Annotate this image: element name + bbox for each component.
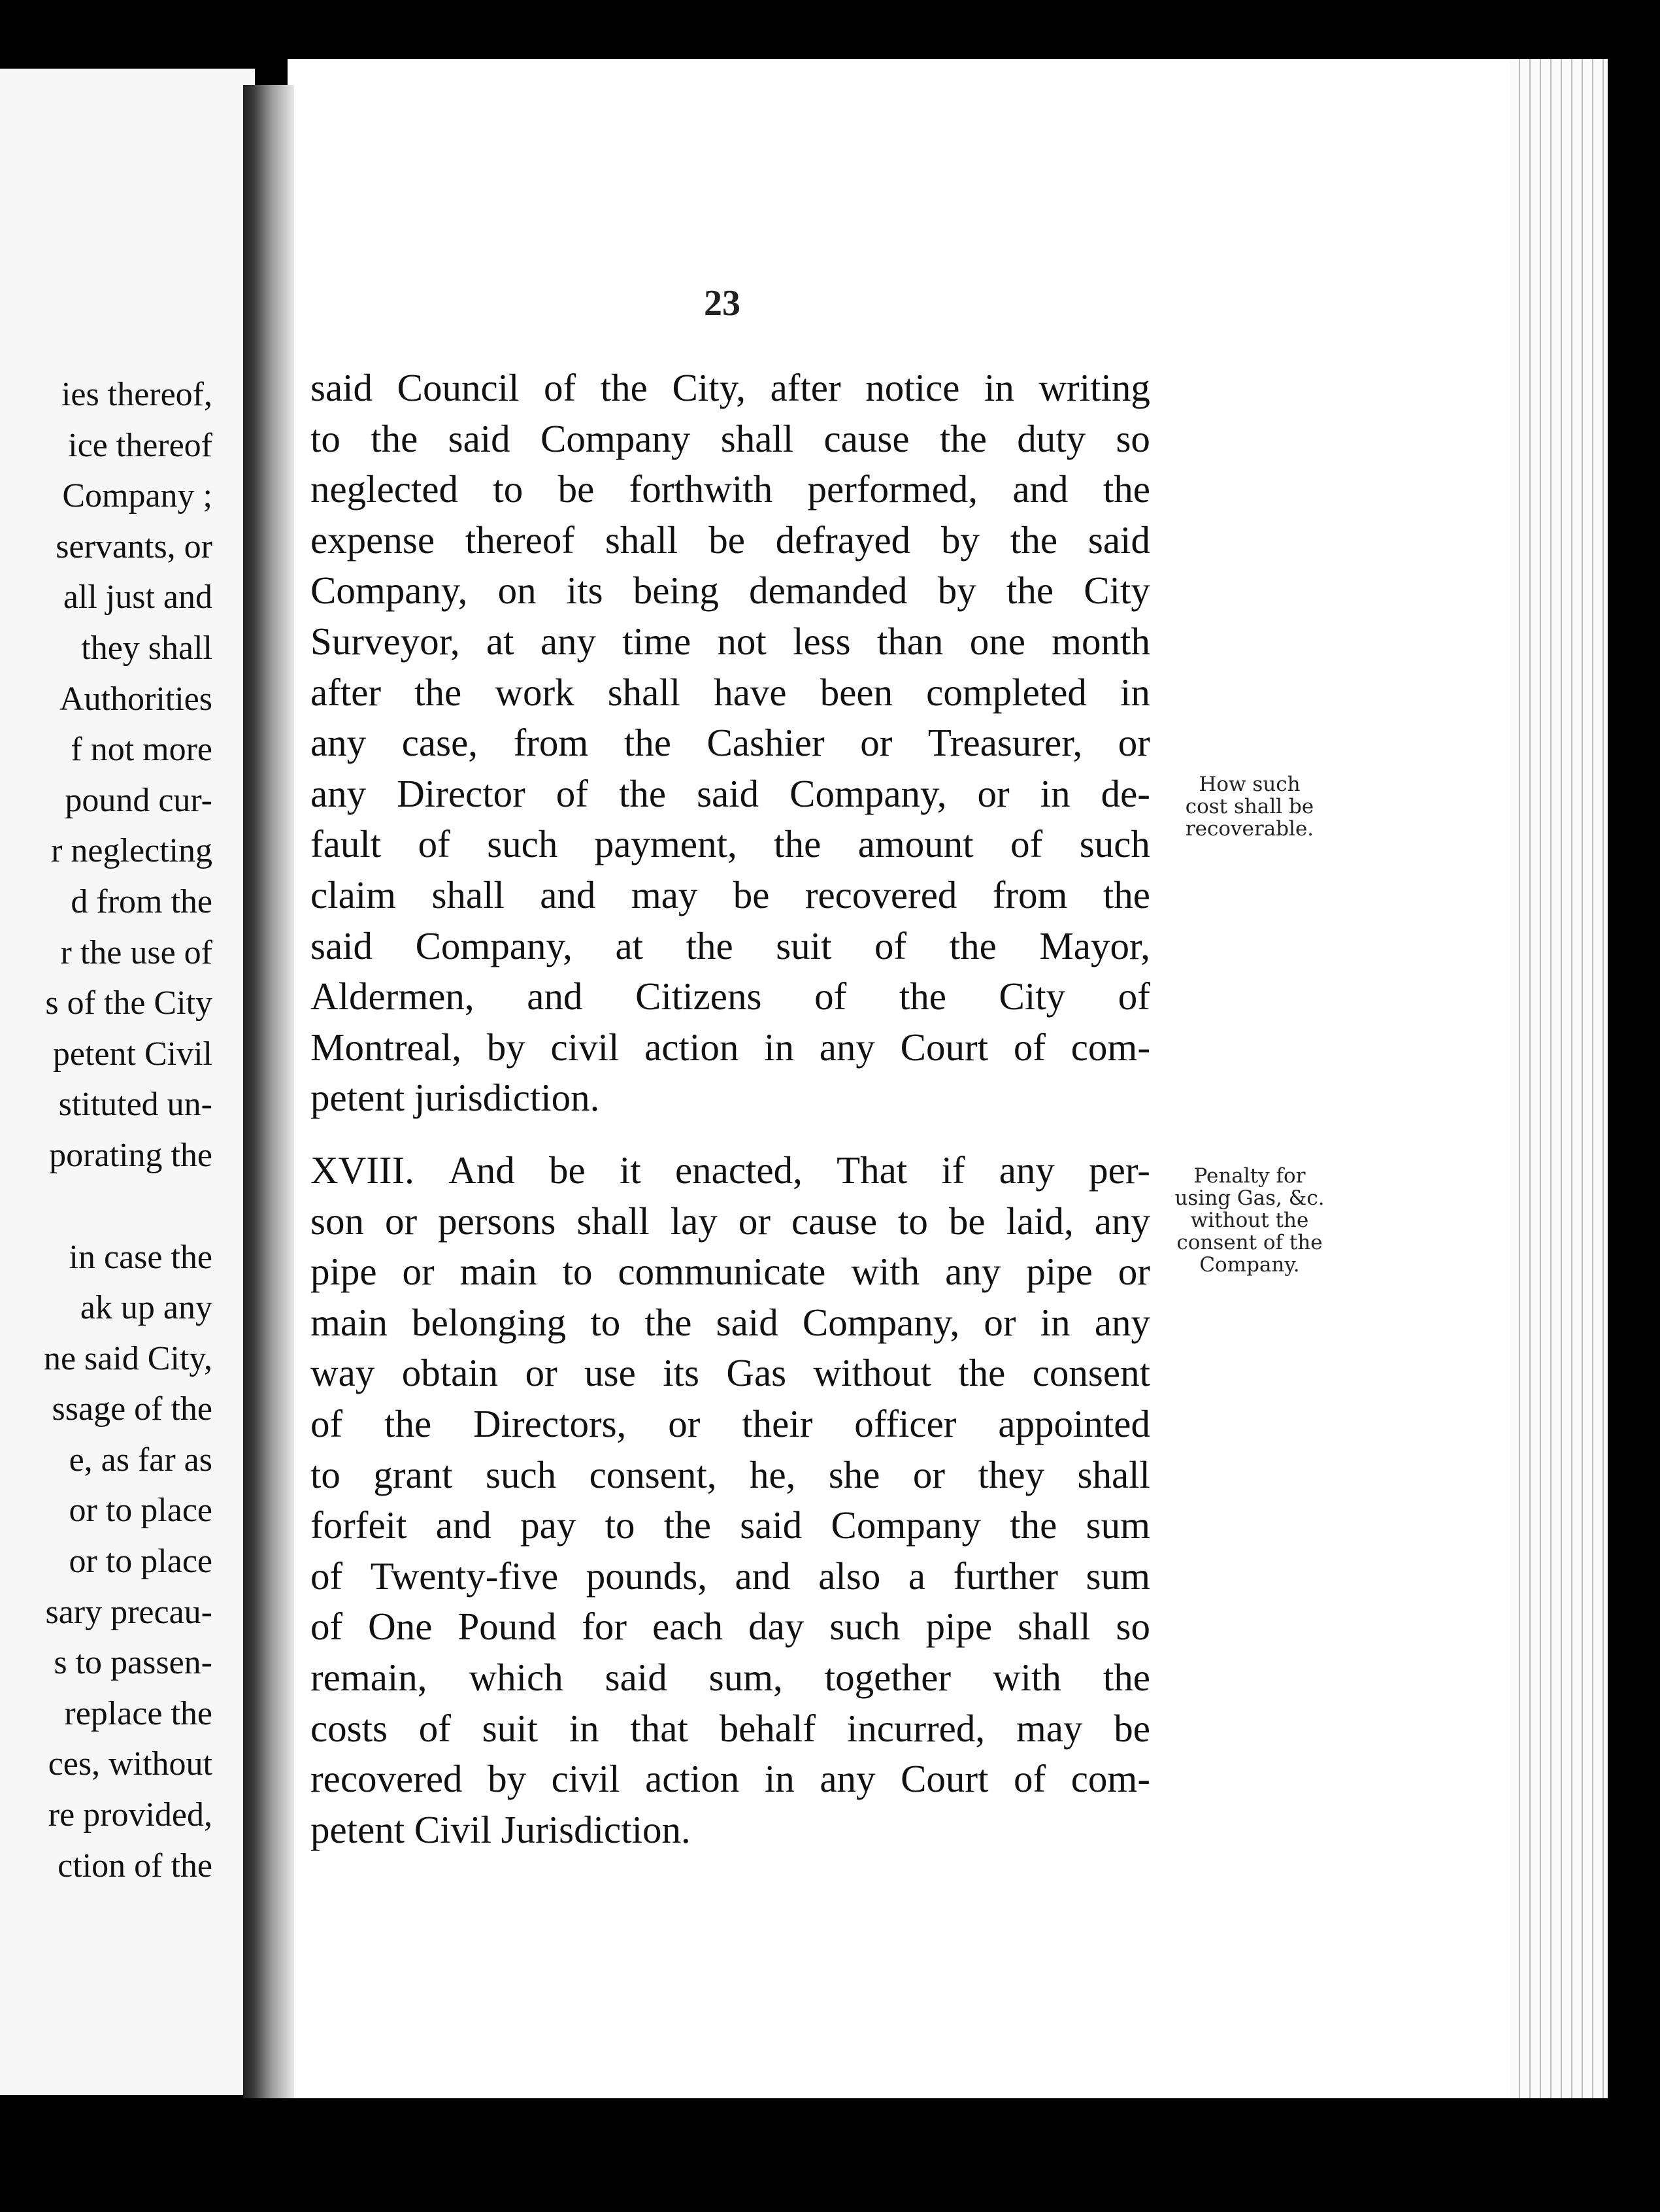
previous-page-text	[0, 369, 212, 1891]
previous-page-line: re provided,	[48, 1796, 212, 1834]
text-line: fault of such payment, the amount of such	[310, 822, 1150, 866]
previous-page-line: Company ;	[62, 477, 212, 515]
text-line: any case, from the Cashier or Treasurer, or	[310, 721, 1150, 765]
previous-page-line: porating the	[49, 1136, 212, 1174]
text-line: remain, which said sum, together with the	[310, 1655, 1150, 1699]
paragraph-section-xviii	[310, 1145, 1150, 1855]
text-line: petent Civil Jurisdiction.	[310, 1807, 691, 1851]
margin-note-line: Penalty for	[1193, 1164, 1306, 1188]
previous-page-line: they shall	[81, 629, 212, 667]
previous-page-line: or to place	[69, 1543, 212, 1581]
previous-page	[0, 69, 255, 2095]
previous-page-text-bottom	[0, 1232, 212, 1892]
text-line: to grant such consent, he, she or they shall	[310, 1452, 1150, 1496]
previous-page-line: Authorities	[59, 680, 212, 718]
margin-note-line: using Gas, &c.	[1174, 1186, 1325, 1210]
previous-page-line: e, as far as	[69, 1441, 212, 1479]
text-line: to the said Company shall cause the duty so	[310, 416, 1150, 460]
text-line: Aldermen, and Citizens of the City of	[310, 975, 1150, 1018]
text-line: forfeit and pay to the said Company the sum	[310, 1503, 1150, 1547]
margin-note-line: cost shall be	[1185, 795, 1314, 818]
margin-note-line: Company.	[1199, 1253, 1300, 1277]
text-line: said Company, at the suit of the Mayor,	[310, 924, 1150, 967]
text-line: Company, on its being demanded by the City	[310, 569, 1150, 612]
previous-page-line: f not more	[71, 731, 212, 769]
previous-page-line: ces, without	[48, 1745, 212, 1783]
text-line: said Council of the City, after notice in writing	[310, 366, 1150, 409]
page-number: 23	[704, 283, 740, 324]
text-line: Surveyor, at any time not less than one month	[310, 619, 1150, 663]
margin-note-penalty	[1165, 1165, 1335, 1276]
margin-note-line: How such	[1199, 773, 1301, 796]
previous-page-line: or to place	[69, 1492, 212, 1530]
previous-page-line: ies thereof,	[61, 376, 212, 413]
previous-page-line: in case the	[69, 1238, 212, 1276]
previous-page-line: sary precau-	[45, 1593, 212, 1631]
text-line: neglected to be forthwith performed, and the	[310, 467, 1150, 511]
previous-page-line: ction of the	[58, 1847, 212, 1885]
margin-note-line: recoverable.	[1185, 817, 1314, 841]
text-line: Montreal, by civil action in any Court of com-	[310, 1025, 1150, 1069]
margin-note-line: consent of the	[1176, 1231, 1323, 1254]
text-line: costs of suit in that behalf incurred, may be	[310, 1706, 1150, 1750]
previous-page-line: petent Civil	[52, 1035, 212, 1073]
previous-page-line: s to passen-	[54, 1644, 212, 1682]
previous-page-line: stituted un-	[58, 1086, 212, 1124]
book-gutter	[243, 85, 294, 2098]
margin-note-recoverable	[1165, 773, 1335, 840]
previous-page-line: s of the City	[45, 984, 212, 1022]
previous-page-line: ak up any	[80, 1289, 212, 1327]
text-line: of Twenty-five pounds, and also a further sum	[310, 1554, 1150, 1598]
text-line: pipe or main to communicate with any pipe or	[310, 1250, 1150, 1294]
previous-page-line: r the use of	[60, 933, 212, 971]
text-line: recovered by civil action in any Court of com-	[310, 1757, 1150, 1801]
text-line: son or persons shall lay or cause to be laid, any	[310, 1199, 1150, 1243]
previous-page-gap	[0, 1181, 212, 1232]
text-line: expense thereof shall be defrayed by the said	[310, 518, 1150, 561]
previous-page-line: ssage of the	[52, 1390, 212, 1428]
previous-page-line: servants, or	[56, 528, 212, 565]
text-line: main belonging to the said Company, or in any	[310, 1300, 1150, 1344]
text-line: of One Pound for each day such pipe shall so	[310, 1605, 1150, 1649]
text-line: way obtain or use its Gas without the consent	[310, 1351, 1150, 1395]
text-line: petent jurisdiction.	[310, 1076, 600, 1120]
previous-page-text-top	[0, 369, 212, 1181]
margin-note-line: without the	[1190, 1209, 1309, 1232]
previous-page-line: ne said City,	[43, 1339, 212, 1377]
previous-page-line: ice thereof	[68, 426, 212, 464]
paragraph-continued	[310, 363, 1150, 1124]
text-line: after the work shall have been completed in	[310, 670, 1150, 714]
previous-page-line: replace the	[64, 1694, 212, 1732]
text-line: any Director of the said Company, or in de-	[310, 771, 1150, 815]
previous-page-line: all just and	[63, 578, 212, 616]
previous-page-line: d from the	[71, 882, 212, 920]
text-line: claim shall and may be recovered from the	[310, 873, 1150, 916]
text-line: of the Directors, or their officer appointed	[310, 1401, 1150, 1445]
previous-page-line: pound cur-	[65, 781, 212, 819]
text-line: XVIII. And be it enacted, That if any per-	[310, 1148, 1150, 1192]
previous-page-line: r neglecting	[51, 832, 212, 870]
page-edges	[1510, 59, 1608, 2098]
